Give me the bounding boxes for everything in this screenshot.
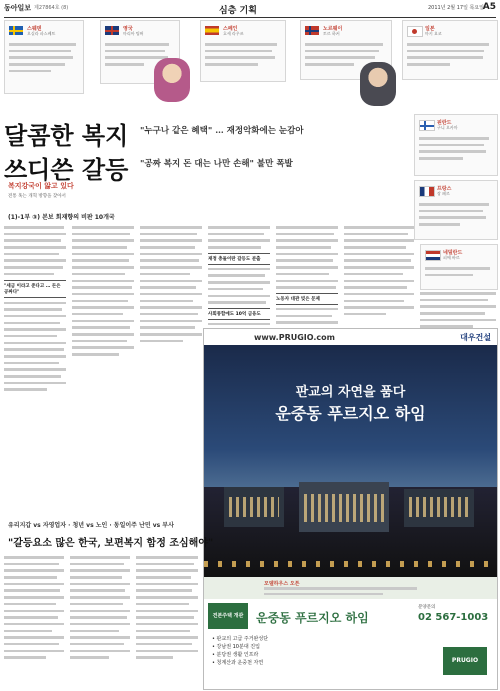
opinion-role: 피에 바르 bbox=[443, 255, 460, 260]
ad-project-name: 운중동 푸르지오 하임 bbox=[275, 404, 426, 423]
sweden-flag-icon bbox=[9, 26, 23, 35]
second-article-body bbox=[4, 556, 199, 686]
opinion-role: 토르 하커 bbox=[323, 31, 340, 36]
series-tag bbox=[8, 181, 128, 215]
person-photo bbox=[360, 62, 396, 106]
subhead-text: 사회통합에도 10억 금융도 bbox=[208, 311, 261, 317]
opinion-quote bbox=[425, 267, 493, 287]
article-column bbox=[140, 226, 202, 346]
bullet-icon: • bbox=[212, 644, 217, 650]
advertisement[interactable] bbox=[203, 328, 498, 690]
article-column bbox=[72, 226, 134, 360]
masthead bbox=[4, 3, 496, 18]
ad-builder-logo: 대우건설 bbox=[460, 333, 491, 342]
opinion-name: 프랑스 bbox=[437, 186, 452, 192]
article-column bbox=[344, 226, 414, 320]
section-title: 심층 기획 bbox=[219, 6, 257, 16]
article-column bbox=[420, 292, 496, 332]
opinion-role: 마리아 팀버 bbox=[123, 31, 144, 36]
issue-number: 제27864호 (8) bbox=[34, 5, 69, 11]
opinion-quote bbox=[419, 137, 493, 171]
person-photo bbox=[66, 60, 94, 100]
article-subhead bbox=[208, 253, 270, 265]
article-subhead bbox=[208, 308, 270, 320]
ad-info-lines bbox=[264, 587, 434, 595]
ad-cta-row bbox=[204, 601, 497, 631]
spain-flag-icon bbox=[205, 26, 219, 35]
ad-features bbox=[212, 635, 412, 667]
ad-info-strip bbox=[204, 577, 497, 599]
series-title: 복지강국이 앓고 있다 bbox=[8, 182, 74, 190]
subhead-text: "세금 이라고 준다고 … 돈은 공짜다" bbox=[4, 283, 61, 295]
person-photo bbox=[266, 66, 296, 104]
person-photo bbox=[154, 58, 190, 102]
series-subtitle: 전통 혹는 개혁 방향을 찾아서 bbox=[8, 194, 66, 199]
article-column bbox=[4, 226, 66, 395]
second-article-kicker: 유리지갑 vs 자영업자 · 청년 vs 노인 · 동일이주 난민 vs 부사 bbox=[8, 522, 174, 529]
finland-flag-icon bbox=[419, 120, 435, 131]
ad-feature-item: • 판교의 고급 주거완성단 bbox=[212, 636, 269, 642]
opinion-name: 스웨덴 bbox=[27, 26, 42, 32]
opinion-role: 호세 라우즈 bbox=[223, 31, 244, 36]
ad-header bbox=[204, 329, 497, 345]
japan-flag-icon bbox=[407, 26, 423, 37]
ad-feature-item: • 강남권 10분대 진입 bbox=[212, 644, 260, 650]
main-headline-line2: 쓰디쓴 갈등 bbox=[4, 155, 129, 184]
bullet-icon: • bbox=[212, 652, 217, 658]
ad-feature-item: • 청계산과 운중천 자연 bbox=[212, 660, 264, 666]
netherlands-flag-icon bbox=[425, 250, 441, 261]
subhead-text: 노동자 대관 빚은 문제 bbox=[276, 296, 320, 302]
opinion-card-netherlands bbox=[420, 244, 498, 290]
ad-phone[interactable]: 02 567-1003 bbox=[418, 612, 489, 623]
article-column bbox=[70, 556, 130, 663]
opinion-name: 스페인 bbox=[223, 26, 238, 32]
opinion-card-france bbox=[414, 180, 498, 240]
ad-tagline: 판교의 자연을 품다 bbox=[295, 385, 406, 400]
opinion-card-japan bbox=[402, 20, 498, 80]
opinion-name: 일본 bbox=[425, 26, 435, 32]
opinion-name: 노르웨이 bbox=[323, 26, 343, 32]
opinion-card-finland bbox=[414, 114, 498, 176]
opinion-role: 마키 요코 bbox=[425, 31, 442, 36]
opinion-role: 장 페르 bbox=[437, 191, 450, 196]
newspaper-logo: 동아일보 bbox=[4, 4, 32, 12]
page-number: A5 bbox=[482, 2, 496, 12]
issue-date: 2011년 2월 17일 목요일 bbox=[427, 5, 484, 11]
second-article-headline: "갈등요소 많은 한국, 보편복지 함정 조심해야" bbox=[8, 538, 214, 549]
series-part: (1)-1부 ③) 본보 회재향의 비판 10개국 bbox=[8, 214, 115, 221]
norway-flag-icon bbox=[305, 26, 319, 35]
ad-cta-label: 견본주택 개관 bbox=[212, 613, 244, 619]
opinion-role: 구니 오카마 bbox=[437, 125, 458, 130]
opinion-quote bbox=[407, 43, 493, 75]
ad-info-title: 모델하우스 오픈 bbox=[264, 581, 300, 587]
opinion-name: 영국 bbox=[123, 26, 133, 32]
main-headline-line1: 달콤한 복지 bbox=[4, 121, 129, 150]
opinion-role: 오실라 파스베트 bbox=[27, 31, 56, 36]
bullet-icon: • bbox=[212, 660, 217, 666]
subhead-text: 재정 충돌이란 갈등도 분출 bbox=[208, 256, 261, 262]
ad-brand-logo bbox=[443, 647, 487, 675]
opinion-strip bbox=[4, 20, 496, 112]
ad-project-name-2: 운중동 푸르지오 하임 bbox=[256, 611, 369, 625]
ad-phone-label: 분양문의 bbox=[418, 605, 436, 610]
ad-hero-image bbox=[204, 345, 497, 577]
person-photo bbox=[388, 132, 414, 168]
article-subhead bbox=[4, 280, 66, 298]
headline-deck-1: "누구나 같은 혜택" … 재정악화에는 눈감아 bbox=[140, 126, 304, 136]
article-column bbox=[136, 556, 198, 663]
ad-cta-badge[interactable] bbox=[208, 603, 248, 629]
ad-url[interactable]: www.PRUGIO.com bbox=[254, 333, 335, 342]
ad-brand-text: PRUGIO bbox=[451, 657, 479, 664]
uk-flag-icon bbox=[105, 26, 119, 35]
opinion-name: 핀란드 bbox=[437, 120, 452, 126]
article-column bbox=[4, 556, 64, 663]
opinion-name: 네덜란드 bbox=[443, 250, 463, 256]
ad-feature-item: • 분당권 생활 인프라 bbox=[212, 652, 259, 658]
opinion-quote bbox=[419, 203, 493, 235]
article-subhead bbox=[276, 293, 338, 305]
headline-deck-2: "공짜 복지 돈 대는 나만 손해" 불만 폭발 bbox=[140, 159, 293, 169]
france-flag-icon bbox=[419, 186, 435, 197]
bullet-icon: • bbox=[212, 636, 217, 642]
